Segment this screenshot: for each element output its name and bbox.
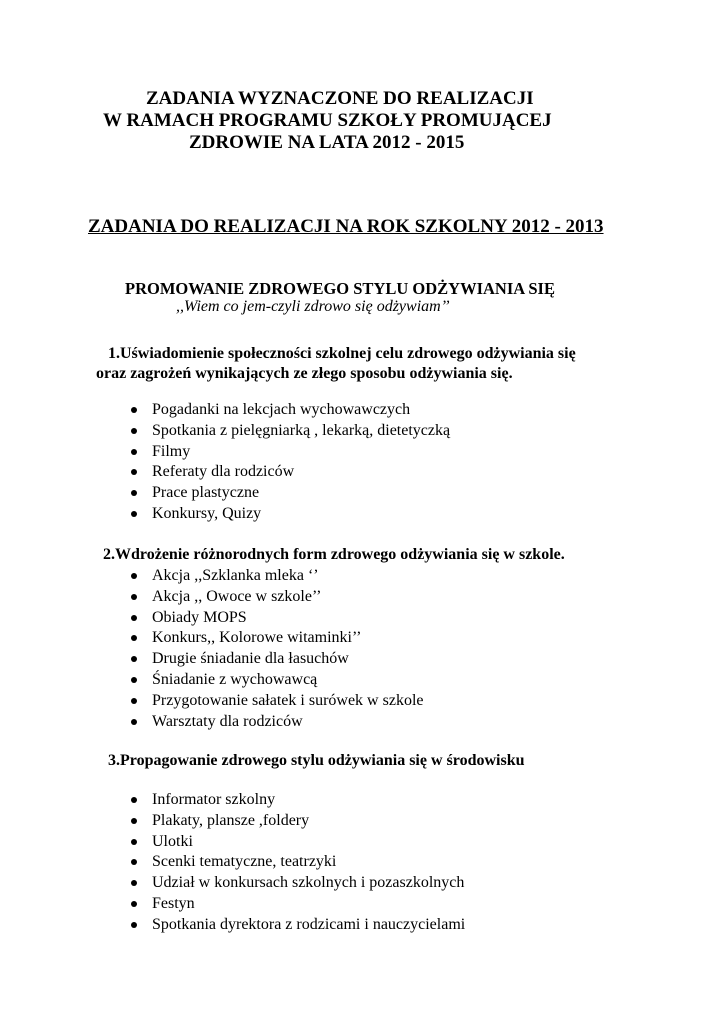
task-2-list bbox=[130, 566, 423, 732]
list-item bbox=[130, 483, 450, 504]
list-item-text: Prace plastyczne bbox=[152, 484, 260, 502]
task-1-heading bbox=[96, 344, 576, 384]
bullet-icon bbox=[131, 880, 137, 886]
list-item-text: Konkurs,, Kolorowe witaminki’’ bbox=[152, 629, 362, 647]
bullet-icon bbox=[131, 469, 137, 475]
task-3-heading bbox=[108, 751, 524, 771]
list-item bbox=[130, 670, 423, 691]
section-heading: PROMOWANIE ZDROWEGO STYLU ODŻYWIANIA SIĘ bbox=[125, 279, 555, 298]
bullet-icon bbox=[131, 677, 137, 683]
list-item bbox=[130, 504, 450, 525]
bullet-icon bbox=[131, 511, 137, 517]
list-item-text: Plakaty, plansze ,foldery bbox=[152, 811, 310, 829]
list-item-text: Pogadanki na lekcjach wychowawczych bbox=[152, 401, 411, 418]
bullet-icon bbox=[131, 859, 137, 865]
bullet-icon bbox=[131, 490, 137, 496]
list-item bbox=[130, 587, 423, 608]
list-item bbox=[130, 873, 465, 894]
task-3-list bbox=[130, 790, 465, 936]
list-item-text: Ulotki bbox=[152, 832, 193, 850]
list-item bbox=[130, 421, 450, 442]
bullet-icon bbox=[131, 922, 137, 928]
list-item-text: Drugie śniadanie dla łasuchów bbox=[152, 650, 349, 668]
title-line-3: ZDROWIE NA LATA 2012 - 2015 bbox=[189, 132, 465, 153]
bullet-icon bbox=[131, 449, 137, 455]
task-1-heading-line-1: 1.Uświadomienie społeczności szkolnej celu zdrowego odżywiania się bbox=[108, 345, 576, 362]
list-item-text: Akcja ,,Szklanka mleka ‘’ bbox=[152, 567, 319, 584]
list-item-text: Referaty dla rodziców bbox=[152, 463, 295, 481]
list-item-text: Festyn bbox=[152, 894, 195, 912]
list-item bbox=[130, 915, 465, 936]
list-item bbox=[130, 628, 423, 649]
list-item bbox=[130, 894, 465, 915]
list-item bbox=[130, 566, 423, 587]
task-3-heading-line-1: 3.Propagowanie zdrowego stylu odżywiania się w środowisku bbox=[108, 752, 525, 769]
list-item bbox=[130, 811, 465, 832]
list-item-text: Akcja ,, Owoce w szkole’’ bbox=[152, 587, 322, 605]
bullet-icon bbox=[131, 428, 137, 434]
list-item-text: Konkursy, Quizy bbox=[152, 504, 262, 522]
list-item bbox=[130, 400, 450, 421]
list-item bbox=[130, 649, 423, 670]
list-item bbox=[130, 442, 450, 463]
bullet-icon bbox=[131, 407, 137, 413]
bullet-icon bbox=[131, 573, 137, 579]
task-2-heading bbox=[103, 545, 565, 565]
list-item bbox=[130, 790, 465, 811]
list-item bbox=[130, 852, 465, 873]
list-item bbox=[130, 691, 423, 712]
bullet-icon bbox=[131, 656, 137, 662]
task-1-list bbox=[130, 400, 450, 525]
list-item-text: Warsztaty dla rodziców bbox=[152, 712, 303, 730]
task-2-heading-line-1: 2.Wdrożenie różnorodnych form zdrowego odżywiania się w szkole. bbox=[103, 546, 565, 563]
section-motto: ,,Wiem co jem-czyli zdrowo się odżywiam’’ bbox=[176, 298, 450, 315]
list-item bbox=[130, 712, 423, 733]
school-year-heading: ZADANIA DO REALIZACJI NA ROK SZKOLNY 2012 - 2013 bbox=[88, 216, 604, 237]
document-title bbox=[0, 88, 724, 154]
task-1-heading-line-2: oraz zagrożeń wynikających ze złego sposobu odżywiania się. bbox=[96, 365, 513, 382]
bullet-icon bbox=[131, 901, 137, 907]
list-item bbox=[130, 832, 465, 853]
bullet-icon bbox=[131, 818, 137, 824]
bullet-icon bbox=[131, 698, 137, 704]
list-item-text: Udział w konkursach szkolnych i pozaszkolnych bbox=[152, 874, 465, 892]
list-item-text: Przygotowanie sałatek i surówek w szkole bbox=[152, 691, 424, 709]
bullet-icon bbox=[131, 719, 137, 725]
list-item-text: Scenki tematyczne, teatrzyki bbox=[152, 853, 337, 871]
list-item-text: Spotkania dyrektora z rodzicami i nauczycielami bbox=[152, 915, 466, 933]
bullet-icon bbox=[131, 635, 137, 641]
bullet-icon bbox=[131, 594, 137, 600]
list-item-text: Obiady MOPS bbox=[152, 608, 247, 626]
bullet-icon bbox=[131, 615, 137, 621]
list-item-text: Informator szkolny bbox=[152, 791, 276, 808]
list-item bbox=[130, 462, 450, 483]
list-item-text: Śniadanie z wychowawcą bbox=[152, 670, 318, 688]
bullet-icon bbox=[131, 839, 137, 845]
list-item-text: Spotkania z pielęgniarką , lekarką, dietetyczką bbox=[152, 421, 451, 439]
bullet-icon bbox=[131, 797, 137, 803]
title-line-2: W RAMACH PROGRAMU SZKOŁY PROMUJĄCEJ bbox=[103, 110, 552, 131]
list-item bbox=[130, 608, 423, 629]
list-item-text: Filmy bbox=[152, 442, 191, 460]
title-line-1: ZADANIA WYZNACZONE DO REALIZACJI bbox=[146, 88, 534, 109]
